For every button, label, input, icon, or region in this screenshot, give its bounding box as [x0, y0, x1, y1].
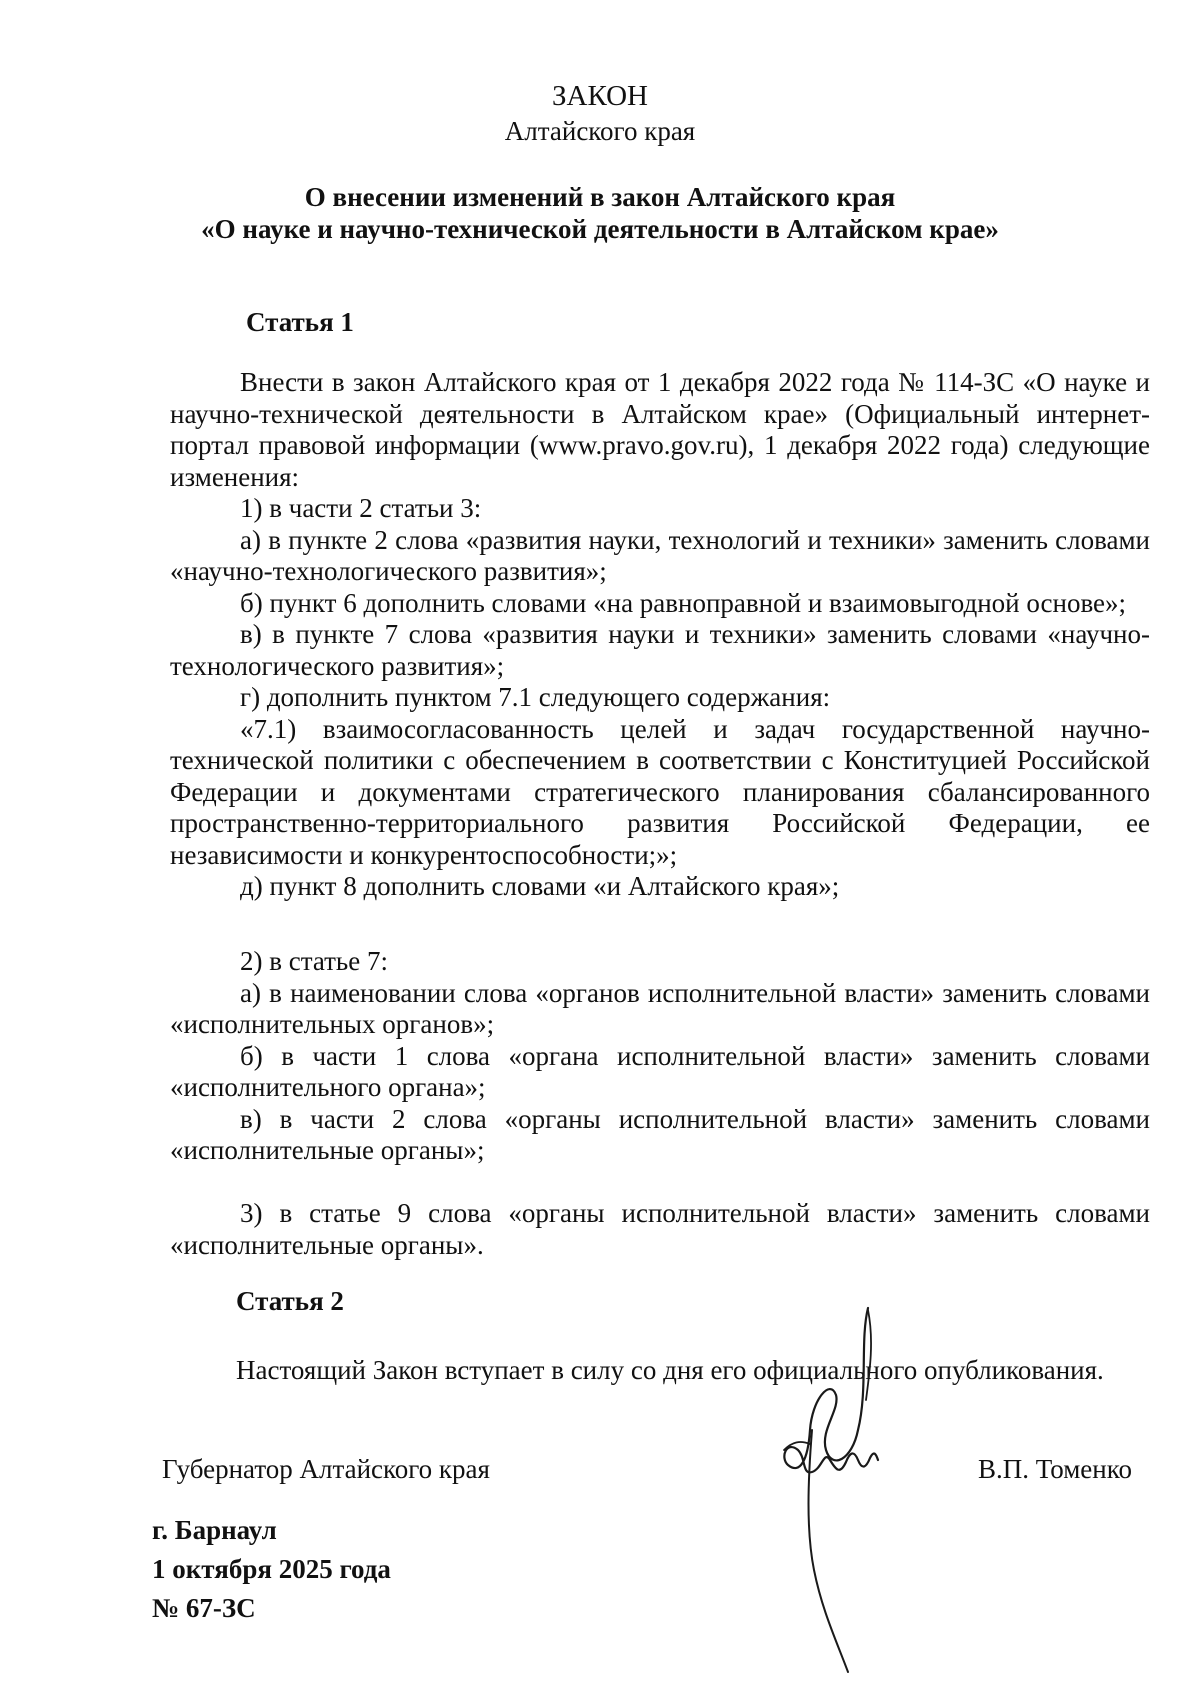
governor-title: Губернатор Алтайского края: [162, 1454, 490, 1484]
region-label: Алтайского края: [504, 116, 696, 146]
issuance-details: [152, 1511, 391, 1628]
governor-name: В.П. Томенко: [978, 1454, 1132, 1484]
law-title-line-1: О внесении изменений в закон Алтайского края: [304, 182, 896, 212]
item-2-a: а) в наименовании слова «органов исполнительной власти» заменить словами «исполнительных органов»;: [170, 977, 1150, 1039]
law-number: № 67-ЗС: [152, 1593, 256, 1623]
article-1-intro: Внести в закон Алтайского края от 1 декабря 2022 года № 114-ЗС «О науке и научно-технической деятельности в Алтайском крае» (Официальный интернет-портал правовой информации (www.pravo.gov.ru), 1 декабря 2022 года) следующие изменения:: [170, 367, 1150, 492]
law-label: ЗАКОН: [552, 80, 648, 112]
article-1-label: Статья 1: [246, 307, 354, 337]
item-2-b: б) в части 1 слова «органа исполнительной власти» заменить словами «исполнительного органа»;: [170, 1040, 1150, 1102]
article-1-item-3: [170, 1198, 1150, 1261]
item-1-g: г) дополнить пунктом 7.1 следующего содержания:: [240, 682, 831, 712]
article-2-text: Настоящий Закон вступает в силу со дня его официального опубликования.: [236, 1355, 1104, 1385]
item-1-d: д) пункт 8 дополнить словами «и Алтайского края»;: [240, 871, 840, 901]
law-title-line-2: «О науке и научно-технической деятельности в Алтайском крае»: [201, 214, 999, 244]
article-2-body: [170, 1355, 1150, 1387]
item-1-heading: 1) в части 2 статьи 3:: [240, 493, 482, 523]
issue-date: 1 октября 2025 года: [152, 1554, 391, 1584]
item-2-v: в) в части 2 слова «органы исполнительной власти» заменить словами «исполнительные органы»;: [170, 1103, 1150, 1165]
issue-city: г. Барнаул: [152, 1515, 277, 1545]
item-3-text: 3) в статье 9 слова «органы исполнительной власти» заменить словами «исполнительные органы».: [170, 1198, 1150, 1260]
handwritten-signature-icon: [740, 1300, 920, 1680]
signature-row: [0, 1453, 1200, 1493]
item-2-heading: 2) в статье 7:: [240, 946, 388, 976]
item-1-b: б) пункт 6 дополнить словами «на равноправной и взаимовыгодной основе»;: [240, 587, 1127, 618]
article-1-item-2: [170, 946, 1150, 1167]
article-2-label: Статья 2: [236, 1286, 344, 1316]
article-1-changes: [170, 367, 1150, 903]
item-1-g-text: «7.1) взаимосогласованность целей и задач государственной научно-технической политики с обеспечением в соответствии с Конституцией Российской Федерации и документами стратегического планирования сбалансированного пространственно-территориального развития Российской Федерации, ее независимости и конкурентоспособности;»;: [170, 713, 1150, 870]
item-1-v: в) в пункте 7 слова «развития науки и техники» заменить словами «научно-технологического развития»;: [170, 619, 1150, 681]
item-1-a: а) в пункте 2 слова «развития науки, технологий и техники» заменить словами «научно-технологического развития»;: [170, 524, 1150, 586]
